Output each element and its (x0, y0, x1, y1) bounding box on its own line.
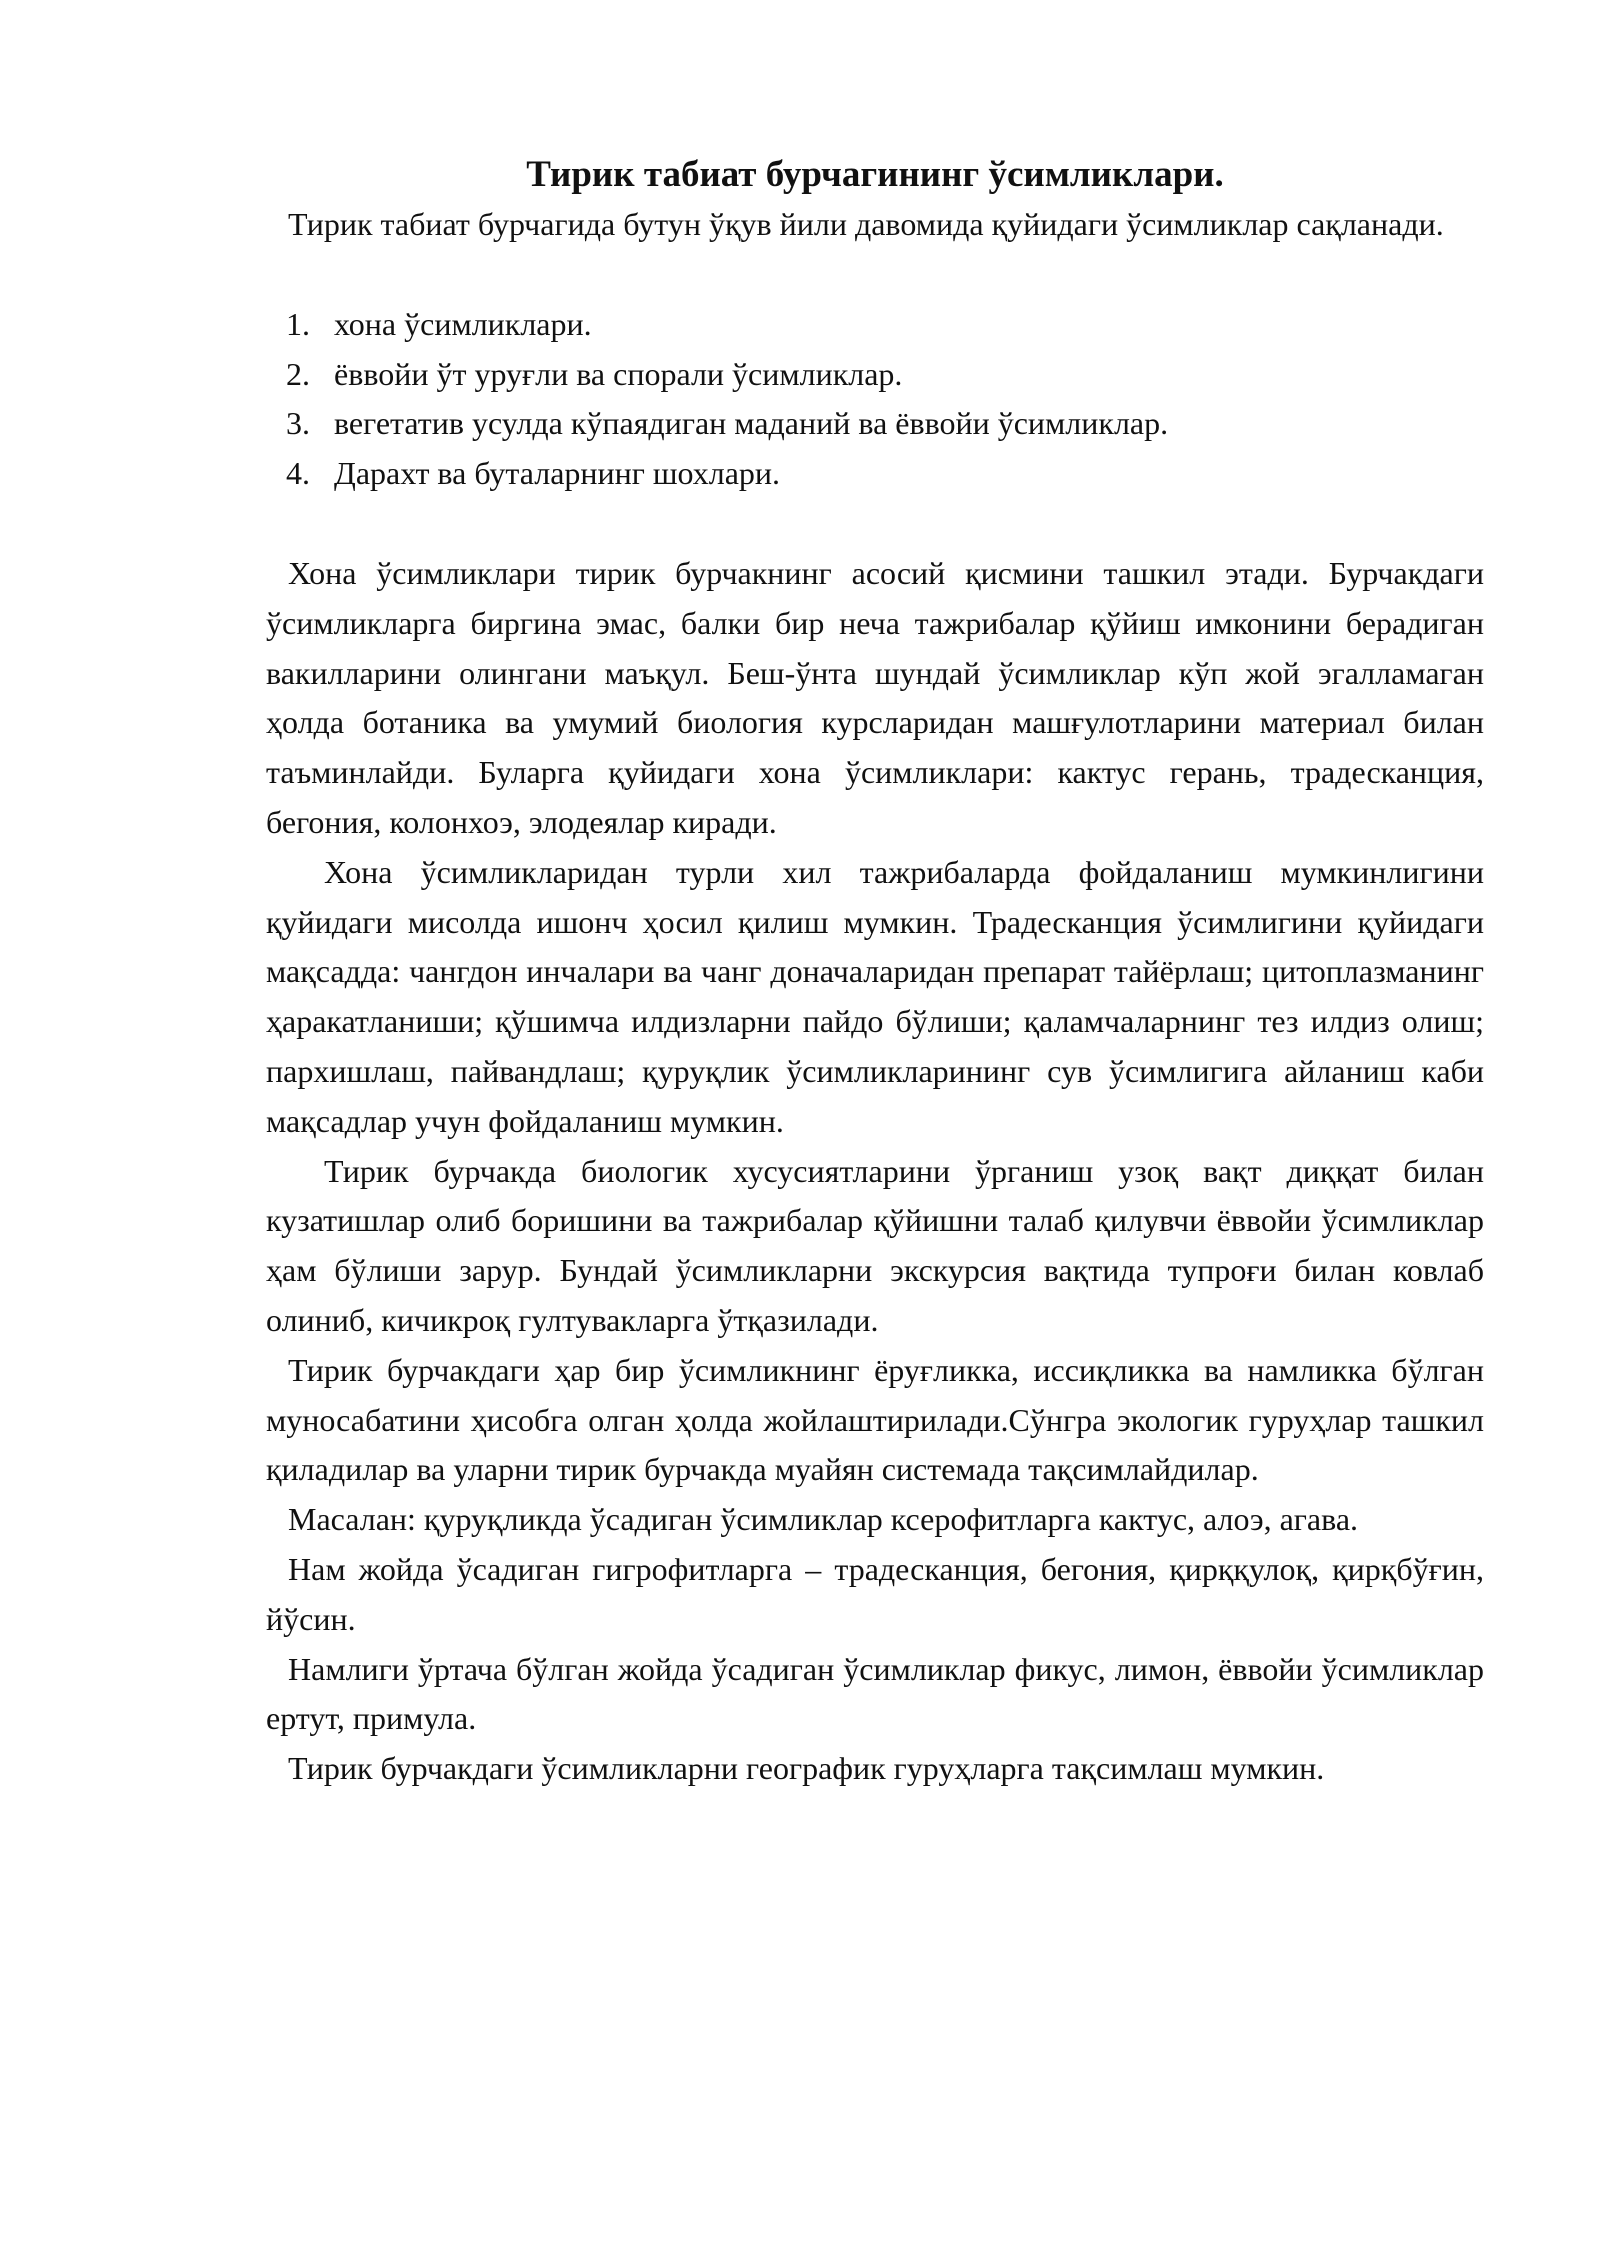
document-body (266, 150, 1484, 1794)
list-item-text: Дарахт ва буталарнинг шохлари. (334, 455, 781, 492)
list-item-text: ёввойи ўт уруғли ва спорали ўсимликлар. (334, 355, 903, 392)
intro-paragraph: Тирик табиат бурчагида бутун ўқув йили давомида қуйидаги ўсимликлар сақланади. (288, 206, 1444, 242)
list-item-number: 2. (286, 355, 310, 392)
body-paragraph: Хона ўсимликлари тирик бурчакнинг асосий қисмини ташкил этади. Бурчакдаги ўсимликларга биргина эмас, балки бир неча тажрибалар қўйиш имконини берадиган вакилларини олингани маъқул. Беш-ўнта шундай ўсимликлар кўп жой эгалламаган ҳолда ботаника ва умумий биология курсларидан машғулотларини материал билан таъминлайди. Буларга қуйидаги хона ўсимликлари: кактус герань, традесканция, бегония, колонхоэ, элодеялар киради. (266, 554, 1484, 840)
list-item-number: 4. (286, 455, 310, 492)
list-item-number: 3. (286, 405, 310, 442)
body-paragraph: Нам жойда ўсадиган гигрофитларга – традесканция, бегония, қирққулоқ, қирқбўғин, йўсин. (266, 1550, 1484, 1637)
list-item (266, 449, 1484, 499)
plant-types-list (266, 300, 1484, 499)
list-item-number: 1. (286, 305, 310, 342)
spacer (266, 250, 1484, 300)
list-item (266, 300, 1484, 350)
list-item (266, 350, 1484, 400)
list-item (266, 399, 1484, 449)
body-paragraph: Тирик бурчакда биологик хусусиятларини ўрганиш узоқ вақт диққат билан кузатишлар олиб боришини ва тажрибалар қўйишни талаб қилувчи ёввойи ўсимликлар ҳам бўлиши зарур. Бундай ўсимликларни экскурсия вақтида тупроғи билан ковлаб олиниб, кичикроқ гултувакларга ўтқазилади. (266, 1152, 1484, 1338)
body-paragraph: Тирик бурчакдаги ўсимликларни географик гуруҳларга тақсимлаш мумкин. (288, 1750, 1325, 1787)
body-paragraph: Масалан: қуруқликда ўсадиган ўсимликлар ксерофитларга кактус, алоэ, агава. (288, 1501, 1359, 1538)
spacer (266, 499, 1484, 549)
list-item-text: хона ўсимликлари. (334, 305, 592, 342)
body-paragraph: Намлиги ўртача бўлган жойда ўсадиган ўсимликлар фикус, лимон, ёввойи ўсимликлар ертут, примула. (266, 1650, 1484, 1737)
list-item-text: вегетатив усулда кўпаядиган маданий ва ёввойи ўсимликлар. (334, 405, 1169, 442)
body-paragraph: Хона ўсимликларидан турли хил тажрибаларда фойдаланиш мумкинлигини қуйидаги мисолда ишонч ҳосил қилиш мумкин. Традесканция ўсимлигини қуйидаги мақсадда: чангдон инчалари ва чанг доначаларидан препарат тайёрлаш; цитоплазманинг ҳаракатланиши; қўшимча илдизларни пайдо бўлиши; қаламчаларнинг тез илдиз олиш; пархишлаш, пайвандлаш; қуруқлик ўсимликларининг сув ўсимлигига айланиш каби мақсадлар учун фойдаланиш мумкин. (266, 853, 1484, 1139)
document-title: Тирик табиат бурчагининг ўсимликлари. (526, 154, 1224, 195)
body-paragraph: Тирик бурчакдаги ҳар бир ўсимликнинг ёруғликка, иссиқликка ва намликка бўлган муносабатини ҳисобга олган ҳолда жойлаштирилади.Сўнгра экологик гуруҳлар ташкил қиладилар ва уларни тирик бурчакда муайян системада тақсимлайдилар. (266, 1351, 1484, 1488)
